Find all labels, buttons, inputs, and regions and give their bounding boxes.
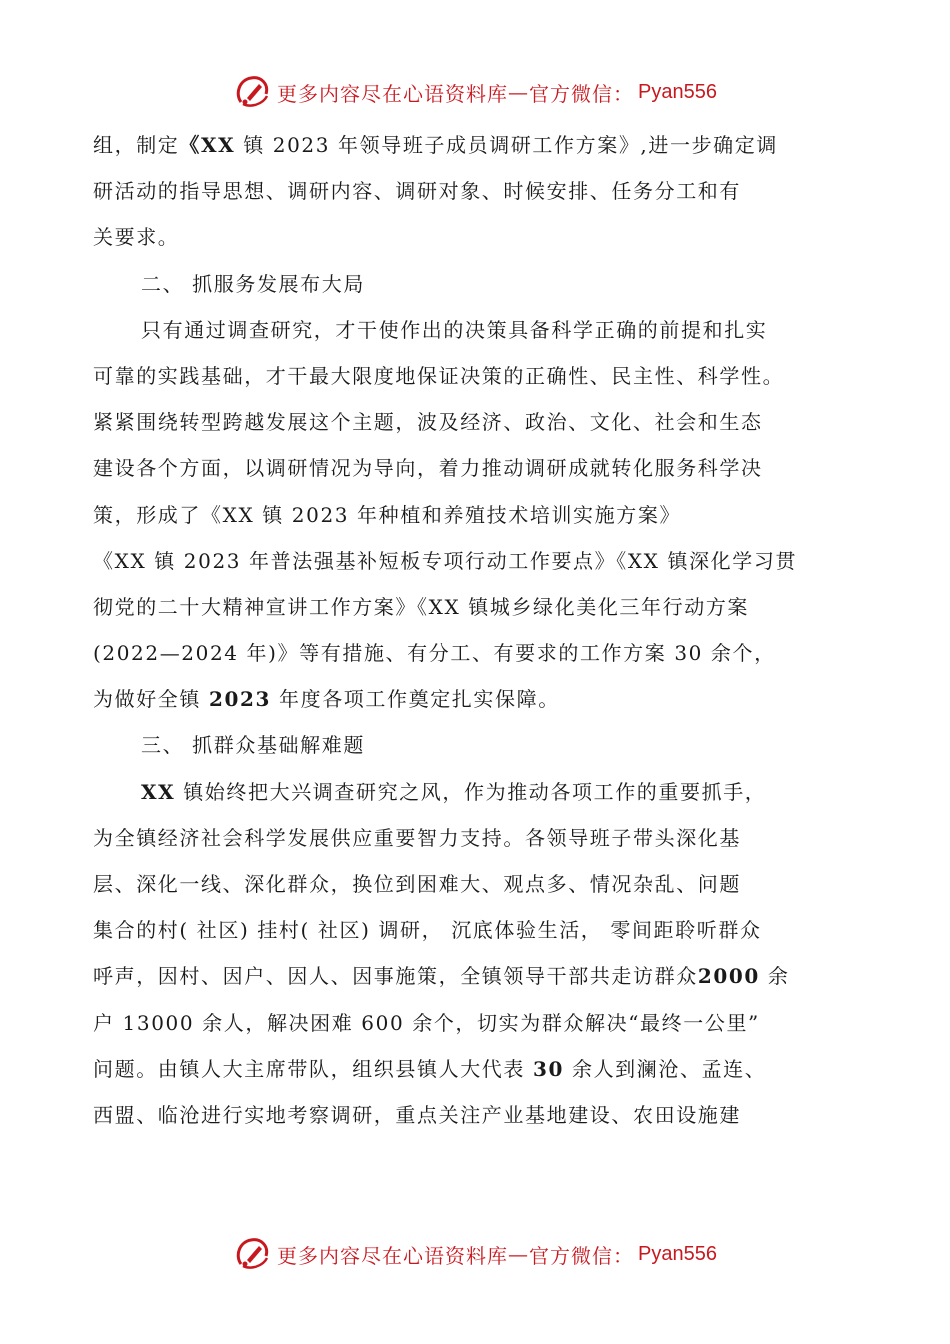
footer-banner-label: 官方微信： (529, 1243, 635, 1268)
text-line: XX 镇始终把大兴调查研究之风，作为推动各项工作的重要抓手， (141, 779, 767, 804)
header-banner (0, 70, 950, 114)
text-line: 建设各个方面，以调研情况为导向，着力推动调研成就转化服务科学决 (93, 456, 763, 481)
text-line: 集合的村( 社区) 挂村( 社区) 调研， 沉底体验生活， 零间距聆听群众 (93, 918, 762, 943)
brand-logo-icon (233, 1234, 273, 1274)
brand-logo-icon (233, 72, 273, 112)
text-line: 为做好全镇 2023 年度各项工作奠定扎实保障。 (93, 687, 560, 712)
text-line: 问题。由镇人大主席带队，组织县镇人大代表 30 余人到澜沧、孟连、 (93, 1056, 767, 1081)
text-line: 《XX 镇 2023 年普法强基补短板专项行动工作要点》《XX 镇深化学习贯 (93, 548, 798, 573)
text-line: 彻党的二十大精神宣讲工作方案》《XX 镇城乡绿化美化三年行动方案 (93, 594, 750, 619)
header-banner-separator: — (508, 80, 530, 104)
section-heading-3: 三、 抓群众基础解难题 (141, 733, 365, 758)
section-heading-2: 二、 抓服务发展布大局 (141, 271, 365, 296)
text-line: 紧紧围绕转型跨越发展这个主题，波及经济、政治、文化、社会和生态 (93, 410, 763, 435)
text-line: 可靠的实践基础，才干最大限度地保证决策的正确性、民主性、科学性。 (93, 363, 785, 388)
text-line: 组，制定《XX 镇 2023 年领导班子成员调研工作方案》,进一步确定调 (93, 133, 778, 157)
text-line: 呼声，因村、因户、因人、因事施策，全镇领导干部共走访群众2000 余 (93, 964, 790, 989)
document-body (93, 122, 873, 1138)
text-line: 只有通过调查研究，才干使作出的决策具备科学正确的前提和扎实 (141, 317, 768, 342)
text-line: 策，形成了《XX 镇 2023 年种植和养殖技术培训实施方案》 (93, 502, 682, 527)
text-line: 西盟、临沧进行实地考察调研，重点关注产业基地建设、农田设施建 (93, 1102, 741, 1127)
header-banner-text: 更多内容尽在心语资料库 (277, 81, 509, 106)
text-line: 层、深化一线、深化群众，换位到困难大、观点多、情况杂乱、问题 (93, 872, 741, 896)
text-line: (2022—2024 年)》等有措施、有分工、有要求的工作方案 30 余个， (93, 641, 776, 666)
text-line: 为全镇经济社会科学发展供应重要智力支持。各领导班子带头深化基 (93, 825, 741, 850)
text-line: 研活动的指导思想、调研内容、调研对象、时候安排、任务分工和有 (93, 179, 741, 204)
header-banner-label: 官方微信： (529, 81, 635, 106)
footer-banner-text: 更多内容尽在心语资料库 (277, 1243, 509, 1268)
footer-banner (0, 1232, 950, 1276)
text-line: 户 13000 余人，解决困难 600 余个，切实为群众解决“最终一公里” (93, 1010, 760, 1035)
text-line: 关要求。 (93, 225, 180, 250)
footer-banner-separator: — (508, 1242, 530, 1266)
header-banner-id: Pyan556 (638, 80, 717, 103)
footer-banner-id: Pyan556 (638, 1242, 717, 1265)
